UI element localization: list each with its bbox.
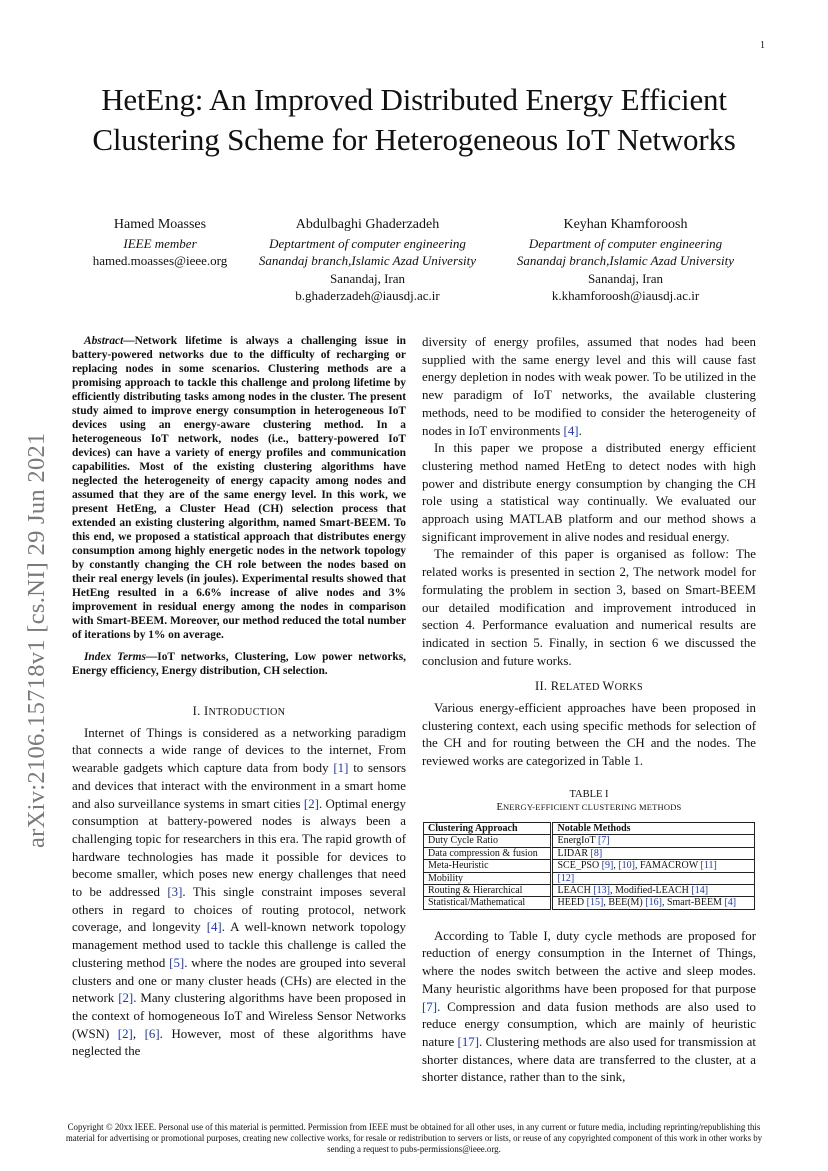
paragraph-proposal: In this paper we propose a distributed energy efficient clustering method named HetEng to detect nodes with high power and distribute energy consumption by changing the CH role using a statistical way continually. We evaluated our approach using MATLAB platform and our method shows a significant improvement in alive nodes and residual energy. [422, 441, 756, 544]
citation-link[interactable]: [2] [118, 991, 134, 1006]
arxiv-identifier-stamp: arXiv:2106.15718v1 [cs.NI] 29 Jun 2021 [23, 432, 50, 848]
author-department: Deptartment of computer engineering [269, 235, 466, 251]
text-run: EnergIoT [557, 835, 598, 847]
text-run: . Compression and data fusion methods are also used to reduce energy consumption, which are mainly of heuristic nature [422, 999, 756, 1049]
citation-link[interactable]: [5] [169, 955, 185, 970]
text-run: According to Table I, duty cycle methods are proposed for reduction of energy consumption in the Internet of Things, where the nodes switch between the active and sleep modes. Many heuristic algorithms have been proposed for that purpose [422, 928, 756, 996]
author-name: Keyhan Khamforoosh [563, 217, 688, 232]
table-row [424, 897, 755, 909]
text-run: , Modified-LEACH [610, 884, 692, 896]
page-number: 1 [760, 40, 765, 51]
citation-link[interactable]: [11] [700, 860, 717, 872]
table-cell-approach: Duty Cycle Ratio [424, 835, 552, 847]
table-cell-methods [552, 835, 755, 847]
author-department: Department of computer engineering [528, 235, 723, 251]
right-column [422, 334, 756, 1087]
left-column [72, 334, 406, 1061]
copyright-notice: Copyright © 20xx IEEE. Personal use of this material is permitted. Permission from IEEE must be obtained for all other uses, in any current or future media, including reprinting/republishing this material for advertising or promotional purposes, creating new collective works, for resale or redistribution to servers or lists, or reuse of any copyrighted component of this work in other works by sending a request to pubs-permissions@ieee.org. [65, 1122, 763, 1154]
text-run: . Many clustering algorithms have been proposed in the context of homogeneous IoT and Wireless Sensor Networks (WSN) [72, 991, 406, 1041]
text-run: . However, most of these algorithms have neglected the [72, 1026, 406, 1059]
table-cell-approach: Routing & Hierarchical [424, 884, 552, 896]
table-cell-methods [552, 897, 755, 909]
text-run: . [578, 423, 582, 438]
author-location: Sanandaj, Iran [329, 270, 406, 286]
text-run: , [132, 1026, 145, 1041]
author-3 [498, 216, 753, 305]
text-run: . where the nodes are grouped into several clusters and one or many cluster heads (CHs) are elected in the network [72, 955, 407, 1006]
author-1 [60, 216, 260, 270]
table-cell-methods [552, 847, 755, 859]
section-heading-introduction: I. INTRODUCTION [192, 704, 286, 718]
citation-link[interactable]: [2] [303, 796, 319, 811]
author-location: Sanandaj, Iran [587, 270, 664, 286]
text-run: . Clustering methods are also used for transmission at shorter distances, where data are transferred to the cluster, at a shorter distance, rather than to the sink, [422, 1034, 756, 1085]
table-cell-methods [552, 872, 755, 884]
citation-link[interactable]: [7] [597, 835, 610, 847]
citation-link[interactable]: [10] [618, 860, 636, 872]
intro-paragraph [72, 725, 406, 1061]
author-affiliation: Sanandaj branch,Islamic Azad University [258, 253, 477, 268]
citation-link[interactable]: [12] [557, 872, 575, 884]
table-label: TABLE I [569, 788, 609, 800]
author-email: hamed.moasses@ieee.org [92, 253, 228, 268]
table-row [424, 835, 755, 847]
text-run: , FAMACROW [635, 860, 701, 872]
table-row [424, 872, 755, 884]
table-cell-methods [552, 884, 755, 896]
author-affiliation: Sanandaj branch,Islamic Azad University [516, 253, 735, 268]
author-email: k.khamforoosh@iausdj.ac.ir [551, 288, 700, 303]
citation-link[interactable]: [4] [206, 920, 222, 935]
citation-link[interactable]: [9] [601, 860, 614, 872]
text-run: Internet of Things is considered as a networking paradigm that connects a wide range of devices to the internet, From wearable gadgets which capture data from body [72, 725, 406, 776]
paragraph-related-works: Various energy-efficient approaches have been proposed in clustering context, each using specific methods for selection of the CH and for routing between the CH and the nodes. The reviewed works are categorized in Table 1. [422, 701, 756, 769]
paragraph-organisation: The remainder of this paper is organised as follow: The related works is presented in section 2, The network model for formulating the problem in section 3, based on Smart-BEEM our detailed modification and improvement introduced in section 4. Performance evaluation and numerical results are indicated in section 5. Finally, in section 6 we discussed the conclusion and future works. [422, 547, 756, 668]
table-header: Clustering Approach [424, 822, 552, 834]
table-cell-approach: Mobility [424, 872, 552, 884]
abstract-label: Abstract [84, 335, 124, 347]
paragraph-continued [422, 334, 756, 440]
text-run: diversity of energy profiles, assumed that nodes had been supplied with the same energy level and this will cause fast energy depletion in nodes with weak power. To be utilized in the new paradigm of IoT networks, the available clustering methods, need to be modified to consider the heterogeneity of nodes in IoT environments [422, 335, 756, 438]
text-run: LEACH [557, 884, 594, 896]
citation-link[interactable]: [13] [593, 884, 610, 896]
text-run: to sensors and devices that interact with the environment in a smart home and also surveillance systems in smart cities [72, 761, 406, 811]
citation-link[interactable]: [4] [563, 423, 579, 438]
table-row [424, 847, 755, 859]
author-affiliation: IEEE member [123, 235, 197, 251]
table-row [424, 860, 755, 872]
text-run: . This single constraint imposes several others in regard to choices of routing protocol, network coverage, and longevity [72, 885, 406, 935]
citation-link[interactable]: [7] [422, 999, 438, 1014]
paper-title: HetEng: An Improved Distributed Energy Efficient Clustering Scheme for Heterogeneous IoT Networks [92, 82, 736, 157]
citation-link[interactable]: [8] [590, 847, 603, 859]
text-run: , Smart-BEEM [661, 897, 725, 909]
table-header: Notable Methods [552, 822, 755, 834]
text-run: HEED [557, 897, 587, 909]
table-row [424, 884, 755, 896]
table-caption: ENERGY-EFFICIENT CLUSTERING METHODS [496, 801, 682, 813]
table-header-row [424, 822, 755, 834]
table-cell-approach: Meta-Heuristic [424, 860, 552, 872]
table-cell-approach: Statistical/Mathematical [424, 897, 552, 909]
index-terms-label: Index Terms [84, 651, 146, 663]
table-cell-approach: Data compression & fusion [424, 847, 552, 859]
table-cell-methods [552, 860, 755, 872]
text-run: , [613, 860, 619, 872]
citation-link[interactable]: [17] [457, 1034, 480, 1049]
table-block [422, 788, 756, 910]
index-terms [72, 650, 406, 678]
abstract [72, 334, 406, 642]
citation-link[interactable]: [16] [645, 897, 662, 909]
author-email: b.ghaderzadeh@iausdj.ac.ir [295, 288, 440, 303]
text-run: . A well-known network topology management method used to tackle this challenge is called the clustering method [72, 920, 406, 970]
text-run: . Optimal energy consumption at battery-powered nodes is always been a challenging topic for researchers in this era. The rapid growth of hardware technologies has made it possible for devices to become smaller, which poses new energy challenges that need to be addressed [72, 796, 406, 900]
citation-link[interactable]: [14] [691, 884, 709, 896]
author-2 [240, 216, 495, 305]
citation-link[interactable]: [4] [724, 897, 737, 909]
section-heading-related-works: II. RELATED WORKS [534, 679, 644, 694]
text-run: SCE_PSO [557, 860, 602, 872]
citation-link[interactable]: [15] [586, 897, 604, 909]
citation-link[interactable]: [6] [144, 1026, 160, 1041]
citation-link[interactable]: [1] [333, 761, 349, 776]
abstract-text: —Network lifetime is always a challenging issue in battery-powered networks due to the difficulty of recharging or replacing nodes in some scenarios. Clustering methods are a promising approach to tackle this challenge and prolong lifetime by efficiently distributing tasks among nodes in the cluster. The present study aimed to improve energy consumption in heterogeneous IoT devices using an energy-aware clustering method. In a heterogeneous IoT network, nodes (i.e., battery-powered IoT devices) can have a variety of energy profiles and communication capabilities. Most of the existing clustering algorithms have neglected the heterogeneity of energy capacity among nodes and assumed that they are of the same energy level. In this work, we present HetEng, a Cluster Head (CH) selection process that extended an existing clustering algorithm, named Smart-BEEM. To this end, we proposed a statistical approach that distributes energy consumption among highly energetic nodes in the network topology by constantly changing the CH role between the nodes based on their real energy levels (in joules). Experimental results showed that HetEng resulted in a 6.6% increase of alive nodes and 3% improvement in residual energy among the nodes in comparison with Smart-BEEM. Moreover, our method reduced the total number of iterations by 1% on average. [72, 335, 406, 641]
citation-link[interactable]: [2] [117, 1026, 133, 1041]
index-terms-text: —IoT networks, Clustering, Low power networks, Energy efficiency, Energy distribution, CH selection. [72, 651, 406, 677]
clustering-methods-table [423, 822, 755, 910]
paragraph-table-discussion [422, 928, 756, 1087]
text-run: LIDAR [557, 847, 591, 859]
author-name: Hamed Moasses [113, 217, 207, 232]
author-name: Abdulbaghi Ghaderzadeh [295, 217, 440, 232]
text-run: , BEE(M) [603, 897, 646, 909]
citation-link[interactable]: [3] [167, 885, 183, 900]
